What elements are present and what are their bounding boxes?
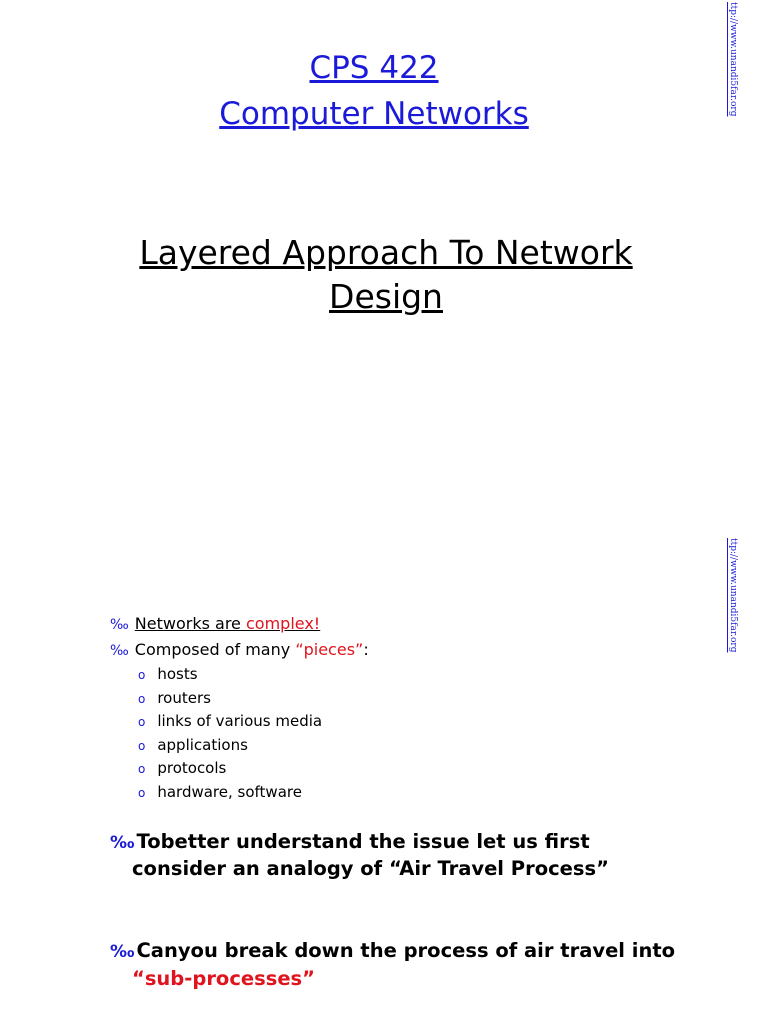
watermark-link-top[interactable]: ttp://www.unandi5far.org	[728, 2, 738, 117]
paragraph-line-1: Canyou break down the process of air travel into	[136, 939, 676, 962]
paragraph-highlight: “sub-processes”	[132, 967, 315, 990]
bullet-highlight: complex!	[245, 614, 321, 633]
bullet-composed-pieces	[110, 640, 369, 659]
sub-bullet-icon: o	[138, 715, 146, 729]
list-item: o applications	[138, 736, 248, 754]
sub-bullet-icon: o	[138, 739, 146, 753]
slide-title	[0, 231, 768, 319]
list-item: o routers	[138, 689, 211, 707]
sub-bullet-icon: o	[138, 692, 146, 706]
sub-bullet-icon: o	[138, 786, 146, 800]
bullet-marker-icon: ‰	[110, 942, 135, 962]
bullet-highlight: “pieces”	[295, 640, 364, 659]
list-item: o protocols	[138, 759, 227, 777]
bullet-suffix: :	[363, 640, 369, 659]
course-code: CPS 422	[309, 50, 439, 86]
bullet-text: Composed of many	[134, 640, 296, 659]
list-item: o links of various media	[138, 712, 323, 730]
watermark-link-middle[interactable]: ttp://www.unandi5far.org	[728, 538, 738, 653]
bullet-text: Networks are	[134, 614, 246, 633]
bullet-networks-complex	[110, 614, 320, 633]
slide-title-line-2: Design	[329, 277, 443, 316]
list-item: o hosts	[138, 665, 198, 683]
paragraph-line-2: consider an analogy of “Air Travel Process”	[132, 857, 609, 880]
bullet-marker-icon: ‰	[110, 643, 129, 659]
slide-title-line-1: Layered Approach To Network	[139, 233, 633, 272]
paragraph-line-1: Tobetter understand the issue let us first	[136, 830, 590, 853]
course-name: Computer Networks	[219, 96, 529, 132]
bullet-marker-icon: ‰	[110, 617, 129, 633]
sub-bullet-icon: o	[138, 668, 146, 682]
sub-bullet-icon: o	[138, 762, 146, 776]
bullet-marker-icon: ‰	[110, 833, 135, 853]
list-item: o hardware, software	[138, 783, 302, 801]
